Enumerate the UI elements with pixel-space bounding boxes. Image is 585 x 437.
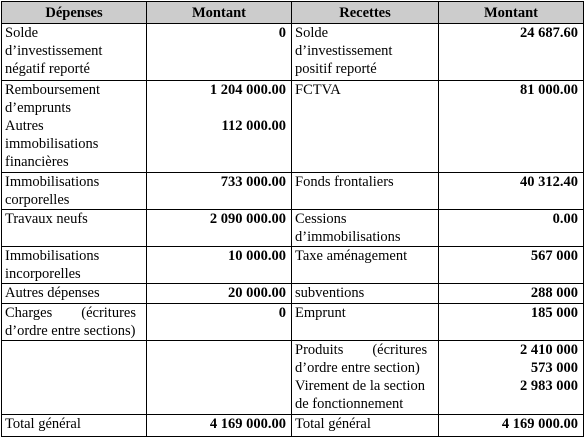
- amount-value: 40 312.40: [520, 174, 578, 190]
- amount-value: 4 169 000.00: [501, 416, 578, 432]
- recette-amount: [439, 247, 584, 284]
- label-line: FCTVA: [295, 82, 341, 98]
- table-row: [2, 415, 584, 437]
- recette-label: [292, 284, 439, 304]
- label-line: financières: [5, 154, 69, 170]
- table-row: [2, 304, 584, 341]
- recette-amount: [439, 341, 584, 415]
- recette-label: [292, 247, 439, 284]
- label-line: positif reporté: [295, 61, 377, 77]
- depense-amount: [147, 284, 292, 304]
- recette-label: [292, 415, 439, 437]
- depense-label: [2, 173, 147, 210]
- amount-value: 2 410 000: [520, 342, 578, 358]
- label-line: Charges (écritures: [5, 305, 136, 321]
- label-line: Emprunt: [295, 305, 346, 321]
- header-montant-left: Montant: [147, 2, 292, 24]
- recette-amount: [439, 304, 584, 341]
- recette-amount: [439, 173, 584, 210]
- header-row: [2, 2, 584, 24]
- amount-value: 0: [278, 305, 286, 321]
- label-line: d’immobilisations: [295, 229, 401, 245]
- label-line: corporelles: [5, 192, 70, 208]
- label-line: Autres dépenses: [5, 285, 100, 301]
- table-row: [2, 284, 584, 304]
- depense-label: [2, 210, 147, 247]
- depense-label: [2, 284, 147, 304]
- recette-label: [292, 210, 439, 247]
- label-line: Immobilisations: [5, 174, 100, 190]
- budget-table: [1, 1, 584, 437]
- label-line: d’investissement: [295, 43, 393, 59]
- amount-value: 0.00: [552, 211, 578, 227]
- label-line: Taxe aménagement: [295, 248, 408, 264]
- amount-value: 185 000: [530, 305, 578, 321]
- depense-amount: [147, 415, 292, 437]
- amount-value: 81 000.00: [520, 82, 578, 98]
- amount-value: 573 000: [530, 360, 578, 376]
- label-line: négatif reporté: [5, 61, 90, 77]
- label-line: d’ordre entre section): [295, 360, 420, 376]
- label-line: Remboursement: [5, 82, 101, 98]
- amount-value: [150, 99, 286, 117]
- header-montant-right: Montant: [439, 2, 584, 24]
- amount-value: 2 983 000: [520, 378, 578, 394]
- label-line: Total général: [5, 416, 81, 432]
- label-line: Fonds frontaliers: [295, 174, 394, 190]
- amount-value: 10 000.00: [228, 248, 286, 264]
- amount-value: 2 090 000.00: [209, 211, 286, 227]
- recette-label: [292, 81, 439, 173]
- amount-value: 112 000.00: [221, 118, 286, 134]
- label-line: de fonctionnement: [295, 396, 404, 412]
- amount-value: [150, 341, 286, 359]
- depense-amount: [147, 341, 292, 415]
- table-row: [2, 24, 584, 81]
- amount-value: 288 000: [530, 285, 578, 301]
- label-line: Autres: [5, 118, 44, 134]
- recette-amount: [439, 415, 584, 437]
- depense-amount: [147, 304, 292, 341]
- amount-value: 733 000.00: [220, 174, 286, 190]
- label-line: subventions: [295, 285, 365, 301]
- table-row: [2, 341, 584, 415]
- depense-amount: [147, 24, 292, 81]
- depense-label: [2, 247, 147, 284]
- label-line: immobilisations: [5, 136, 99, 152]
- depense-amount: [147, 210, 292, 247]
- depense-label: [2, 81, 147, 173]
- table-row: [2, 173, 584, 210]
- recette-amount: [439, 81, 584, 173]
- label-line: Virement de la section: [295, 378, 425, 394]
- table-row: [2, 247, 584, 284]
- amount-value: 1 204 000.00: [209, 82, 286, 98]
- recette-amount: [439, 24, 584, 81]
- depense-label: [2, 304, 147, 341]
- recette-label: [292, 173, 439, 210]
- recette-amount: [439, 284, 584, 304]
- recette-amount: [439, 210, 584, 247]
- label-line: Solde: [295, 25, 329, 41]
- amount-value: 24 687.60: [520, 25, 578, 41]
- label-line: incorporelles: [5, 266, 81, 282]
- header-depenses: Dépenses: [2, 2, 147, 24]
- depense-label: [2, 415, 147, 437]
- label-line: d’ordre entre sections): [5, 323, 136, 339]
- label-line: Produits (écritures: [295, 342, 428, 358]
- label-line: Solde: [5, 25, 39, 41]
- label-line: Cessions: [295, 211, 347, 227]
- recette-label: [292, 304, 439, 341]
- depense-label: [2, 24, 147, 81]
- depense-amount: [147, 247, 292, 284]
- amount-value: 567 000: [530, 248, 578, 264]
- header-recettes: Recettes: [292, 2, 439, 24]
- label-line: d’investissement: [5, 43, 103, 59]
- depense-amount: [147, 173, 292, 210]
- amount-value: 20 000.00: [228, 285, 286, 301]
- label-line: d’emprunts: [5, 100, 72, 116]
- table-row: [2, 81, 584, 173]
- depense-label: [2, 341, 147, 415]
- label-line: Total général: [295, 416, 371, 432]
- recette-label: [292, 341, 439, 415]
- depense-amount: [147, 81, 292, 173]
- label-line: Immobilisations: [5, 248, 100, 264]
- label-line: Travaux neufs: [5, 211, 88, 227]
- table-row: [2, 210, 584, 247]
- table-body: [2, 24, 584, 437]
- amount-value: 4 169 000.00: [209, 416, 286, 432]
- amount-value: 0: [278, 25, 286, 41]
- recette-label: [292, 24, 439, 81]
